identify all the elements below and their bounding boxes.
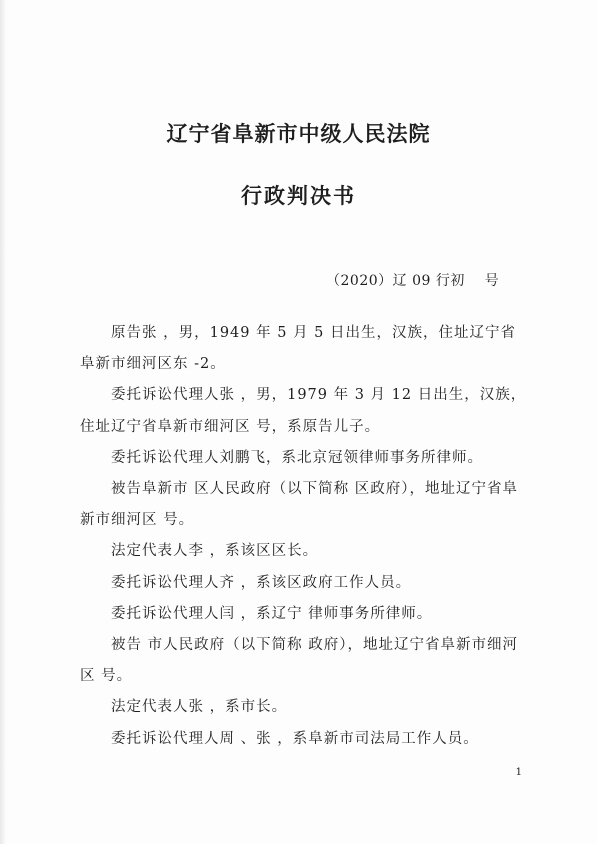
paragraph-defendant-1-agent-1: 委托诉讼代理人齐 ，系该区政府工作人员。 — [111, 574, 412, 591]
paragraph-defendant-2: 被告 市人民政府（以下简称 政府），地址辽宁省阜新市细河区 号。 — [80, 637, 518, 685]
case-number: （2020）辽 09 行初 号 — [326, 273, 500, 289]
paragraph-plaintiff: 原告张 ，男，1949 年 5 月 5 日出生，汉族，住址辽宁省阜新市细河区东 -2。 — [80, 325, 517, 373]
paragraph-defendant-2-rep: 法定代表人张 ，系市长。 — [111, 699, 288, 716]
page-number: 1 — [515, 767, 522, 778]
paragraph-plaintiff-agent-2: 委托诉讼代理人刘鹏飞，系北京冠领律师事务所律师。 — [111, 449, 483, 466]
paragraph-defendant-2-agent: 委托诉讼代理人周 、张 ，系阜新市司法局工作人员。 — [111, 730, 479, 747]
document-title: 行政判决书 — [241, 183, 356, 208]
paragraph-defendant-1: 被告阜新市 区人民政府（以下简称 区政府），地址辽宁省阜新市细河区 号。 — [80, 481, 518, 529]
paragraph-defendant-1-rep: 法定代表人李 ，系该区区长。 — [111, 543, 319, 560]
court-name: 辽宁省阜新市中级人民法院 — [166, 121, 431, 146]
paragraph-plaintiff-agent-1: 委托诉讼代理人张 ，男，1979 年 3 月 12 日出生，汉族，住址辽宁省阜新市细河区 号，系原告儿子。 — [80, 387, 527, 435]
document-body — [80, 318, 528, 755]
paragraph-defendant-1-agent-2: 委托诉讼代理人闫 ，系辽宁 律师事务所律师。 — [111, 605, 433, 622]
